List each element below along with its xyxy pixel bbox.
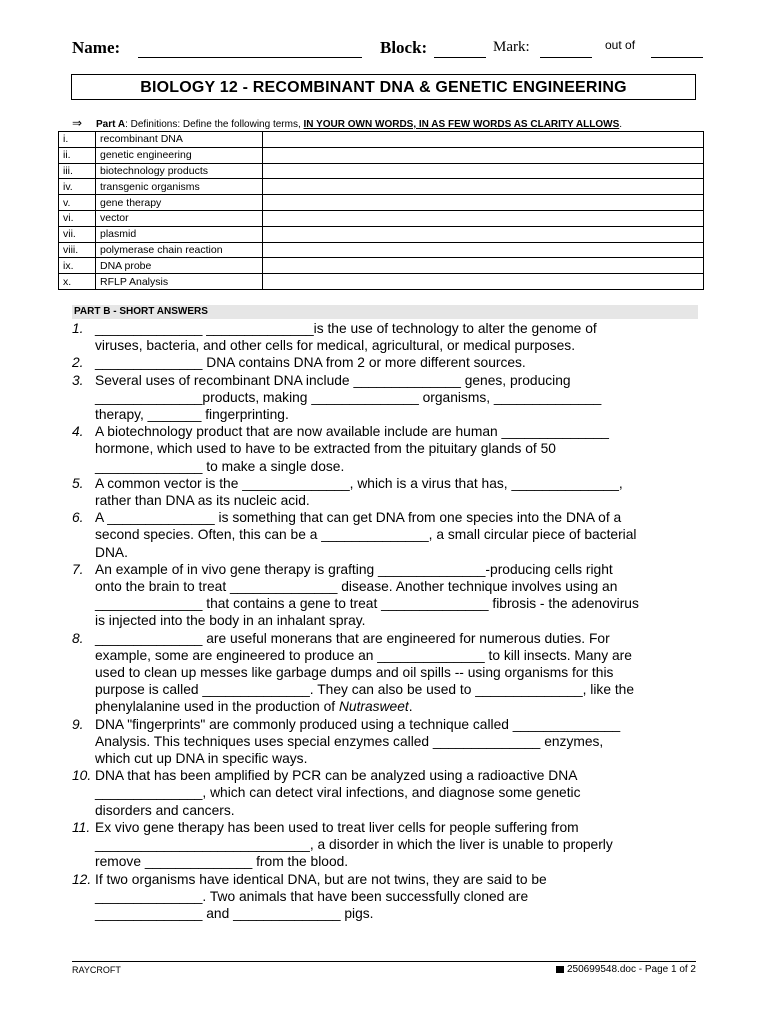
question-text <box>95 767 704 819</box>
out-of-label: out of <box>605 38 636 52</box>
question-line: ______________, which can detect viral infections, and diagnose some genetic <box>95 785 581 801</box>
question-line: Several uses of recombinant DNA include ______________ genes, producing <box>95 372 571 388</box>
question-line: An example of in vivo gene therapy is grafting ______________-producing cells right <box>95 561 613 577</box>
definition-row <box>59 274 704 290</box>
footer-file-text: 250699548.doc - Page 1 of 2 <box>567 964 696 975</box>
question-line: used to clean up messes like garbage dumps and oil spills -- using organisms for this <box>95 665 614 681</box>
definition-answer-cell[interactable] <box>263 258 704 274</box>
right-arrow-icon: ⇒ <box>72 116 83 130</box>
block-blank[interactable] <box>434 57 486 58</box>
block-label: Block: <box>380 38 428 57</box>
question-line: second species. Often, this can be a ______________, a small circular piece of bacterial <box>95 527 637 543</box>
question-line: If two organisms have identical DNA, but are not twins, they are said to be <box>95 871 547 887</box>
question-item <box>72 475 704 509</box>
definition-row <box>59 195 704 211</box>
definition-row <box>59 226 704 242</box>
part-a-instructions <box>72 116 622 130</box>
row-number: ix. <box>59 258 96 274</box>
question-number: 11. <box>72 819 91 835</box>
question-line: therapy, _______ fingerprinting. <box>95 407 289 423</box>
row-number: iii. <box>59 163 96 179</box>
row-term: recombinant DNA <box>96 132 263 148</box>
question-item <box>72 767 704 819</box>
question-text <box>95 354 704 371</box>
question-line: disorders and cancers. <box>95 802 235 818</box>
question-number: 6. <box>72 510 84 526</box>
question-item <box>72 372 704 424</box>
question-text <box>95 716 704 768</box>
question-text <box>95 475 704 509</box>
definition-row <box>59 147 704 163</box>
question-line: purpose is called ______________. They can also be used to ______________, like the <box>95 682 635 698</box>
question-line: viruses, bacteria, and other cells for medical, agricultural, or medical purposes. <box>95 338 576 354</box>
out-of-blank[interactable] <box>651 57 703 58</box>
part-a-end: . <box>619 119 623 130</box>
question-item <box>72 871 704 923</box>
definition-answer-cell[interactable] <box>263 195 704 211</box>
document-icon <box>556 966 564 973</box>
question-line: ______________ that contains a gene to treat ______________ fibrosis - the adenovirus <box>95 596 639 612</box>
question-text <box>95 320 704 354</box>
question-line: A biotechnology product that are now available include are human ______________ <box>95 424 609 440</box>
definition-answer-cell[interactable] <box>263 132 704 148</box>
question-text <box>95 561 704 630</box>
row-number: v. <box>59 195 96 211</box>
mark-blank[interactable] <box>540 57 592 58</box>
footer-divider <box>72 961 696 962</box>
row-term: transgenic organisms <box>96 179 263 195</box>
part-a-emphasis: IN YOUR OWN WORDS, IN AS FEW WORDS AS CLARITY ALLOWS <box>303 119 620 130</box>
question-text <box>95 819 704 871</box>
question-line: remove ______________ from the blood. <box>95 854 349 870</box>
question-line: A common vector is the ______________, which is a virus that has, ______________, <box>95 475 623 491</box>
part-b-heading: PART B - SHORT ANSWERS <box>72 305 698 319</box>
definition-row <box>59 179 704 195</box>
mark-label: Mark: <box>493 39 530 55</box>
question-line: ______________ and ______________ pigs. <box>95 905 374 921</box>
question-number: 9. <box>72 716 84 732</box>
question-number: 1. <box>72 321 84 336</box>
definition-answer-cell[interactable] <box>263 179 704 195</box>
definition-answer-cell[interactable] <box>263 242 704 258</box>
question-line: ____________________________, a disorder in which the liver is unable to properly <box>95 837 613 853</box>
question-line: Analysis. This techniques uses special enzymes called ______________ enzymes, <box>95 733 604 749</box>
row-number: i. <box>59 132 96 148</box>
question-line: phenylalanine used in the production of Nutrasweet. <box>95 699 413 715</box>
question-number: 10. <box>72 768 92 784</box>
question-line: is injected into the body in an inhalant spray. <box>95 613 366 629</box>
question-line: which cut up DNA in specific ways. <box>95 751 308 767</box>
question-line: DNA. <box>95 544 128 560</box>
row-number: vi. <box>59 210 96 226</box>
row-term: biotechnology products <box>96 163 263 179</box>
definition-row <box>59 163 704 179</box>
row-term: RFLP Analysis <box>96 274 263 290</box>
brand-name-emphasis: Nutrasweet <box>338 699 409 715</box>
question-text <box>95 630 704 716</box>
question-number: 5. <box>72 475 84 491</box>
question-item <box>72 354 704 371</box>
question-line: example, some are engineered to produce an ______________ to kill insects. Many are <box>95 647 632 663</box>
question-text <box>95 423 704 475</box>
question-line: ______________ are useful monerans that are engineered for numerous duties. For <box>95 630 610 646</box>
question-line: ______________products, making ______________ organisms, ______________ <box>95 389 602 405</box>
question-line: hormone, which used to have to be extracted from the pituitary glands of 50 <box>95 441 556 457</box>
row-term: polymerase chain reaction <box>96 242 263 258</box>
definition-answer-cell[interactable] <box>263 274 704 290</box>
question-text <box>95 509 704 561</box>
part-a-label: Part A <box>96 119 126 130</box>
name-label: Name: <box>72 38 121 57</box>
question-line: DNA "fingerprints" are commonly produced using a technique called ______________ <box>95 716 621 732</box>
row-term: vector <box>96 210 263 226</box>
row-term: genetic engineering <box>96 147 263 163</box>
definition-answer-cell[interactable] <box>263 210 704 226</box>
definition-answer-cell[interactable] <box>263 163 704 179</box>
question-item <box>72 561 704 630</box>
question-number: 3. <box>72 372 84 388</box>
name-blank[interactable] <box>138 57 362 58</box>
question-number: 12. <box>72 871 92 887</box>
definitions-table <box>58 131 704 290</box>
question-line: Ex vivo gene therapy has been used to treat liver cells for people suffering from <box>95 819 579 835</box>
question-item <box>72 423 704 475</box>
row-term: DNA probe <box>96 258 263 274</box>
short-answer-questions <box>72 320 704 922</box>
question-line: onto the brain to treat ______________ disease. Another technique involves using an <box>95 579 618 595</box>
footer-file-info <box>556 964 696 975</box>
question-line: ______________. Two animals that have been successfully cloned are <box>95 888 529 904</box>
question-line: DNA that has been amplified by PCR can be analyzed using a radioactive DNA <box>95 768 578 784</box>
row-term: plasmid <box>96 226 263 242</box>
row-number: vii. <box>59 226 96 242</box>
definition-row <box>59 210 704 226</box>
row-number: viii. <box>59 242 96 258</box>
question-line: ______________ DNA contains DNA from 2 or more different sources. <box>95 355 526 371</box>
definition-answer-cell[interactable] <box>263 226 704 242</box>
question-line: ______________ to make a single dose. <box>95 458 345 474</box>
row-number: x. <box>59 274 96 290</box>
question-text <box>95 871 704 923</box>
question-item <box>72 716 704 768</box>
definition-row <box>59 242 704 258</box>
question-item <box>72 320 704 354</box>
question-number: 8. <box>72 630 84 646</box>
question-item <box>72 509 704 561</box>
question-line: ______________ ______________is the use of technology to alter the genome of <box>95 321 597 336</box>
row-number: ii. <box>59 147 96 163</box>
worksheet-title: BIOLOGY 12 - RECOMBINANT DNA & GENETIC ENGINEERING <box>71 74 696 100</box>
row-number: iv. <box>59 179 96 195</box>
question-number: 2. <box>72 355 84 371</box>
question-line: A ______________ is something that can get DNA from one species into the DNA of a <box>95 510 622 526</box>
header-fields <box>72 38 712 62</box>
question-line: rather than DNA as its nucleic acid. <box>95 493 310 509</box>
definition-row <box>59 132 704 148</box>
question-number: 4. <box>72 424 84 440</box>
definition-row <box>59 258 704 274</box>
part-a-instruction-text: : Definitions: Define the following terms, <box>125 119 304 130</box>
question-number: 7. <box>72 561 84 577</box>
row-term: gene therapy <box>96 195 263 211</box>
question-item <box>72 819 704 871</box>
question-text <box>95 372 704 424</box>
question-item <box>72 630 704 716</box>
footer-author: RAYCROFT <box>72 965 121 975</box>
definition-answer-cell[interactable] <box>263 147 704 163</box>
